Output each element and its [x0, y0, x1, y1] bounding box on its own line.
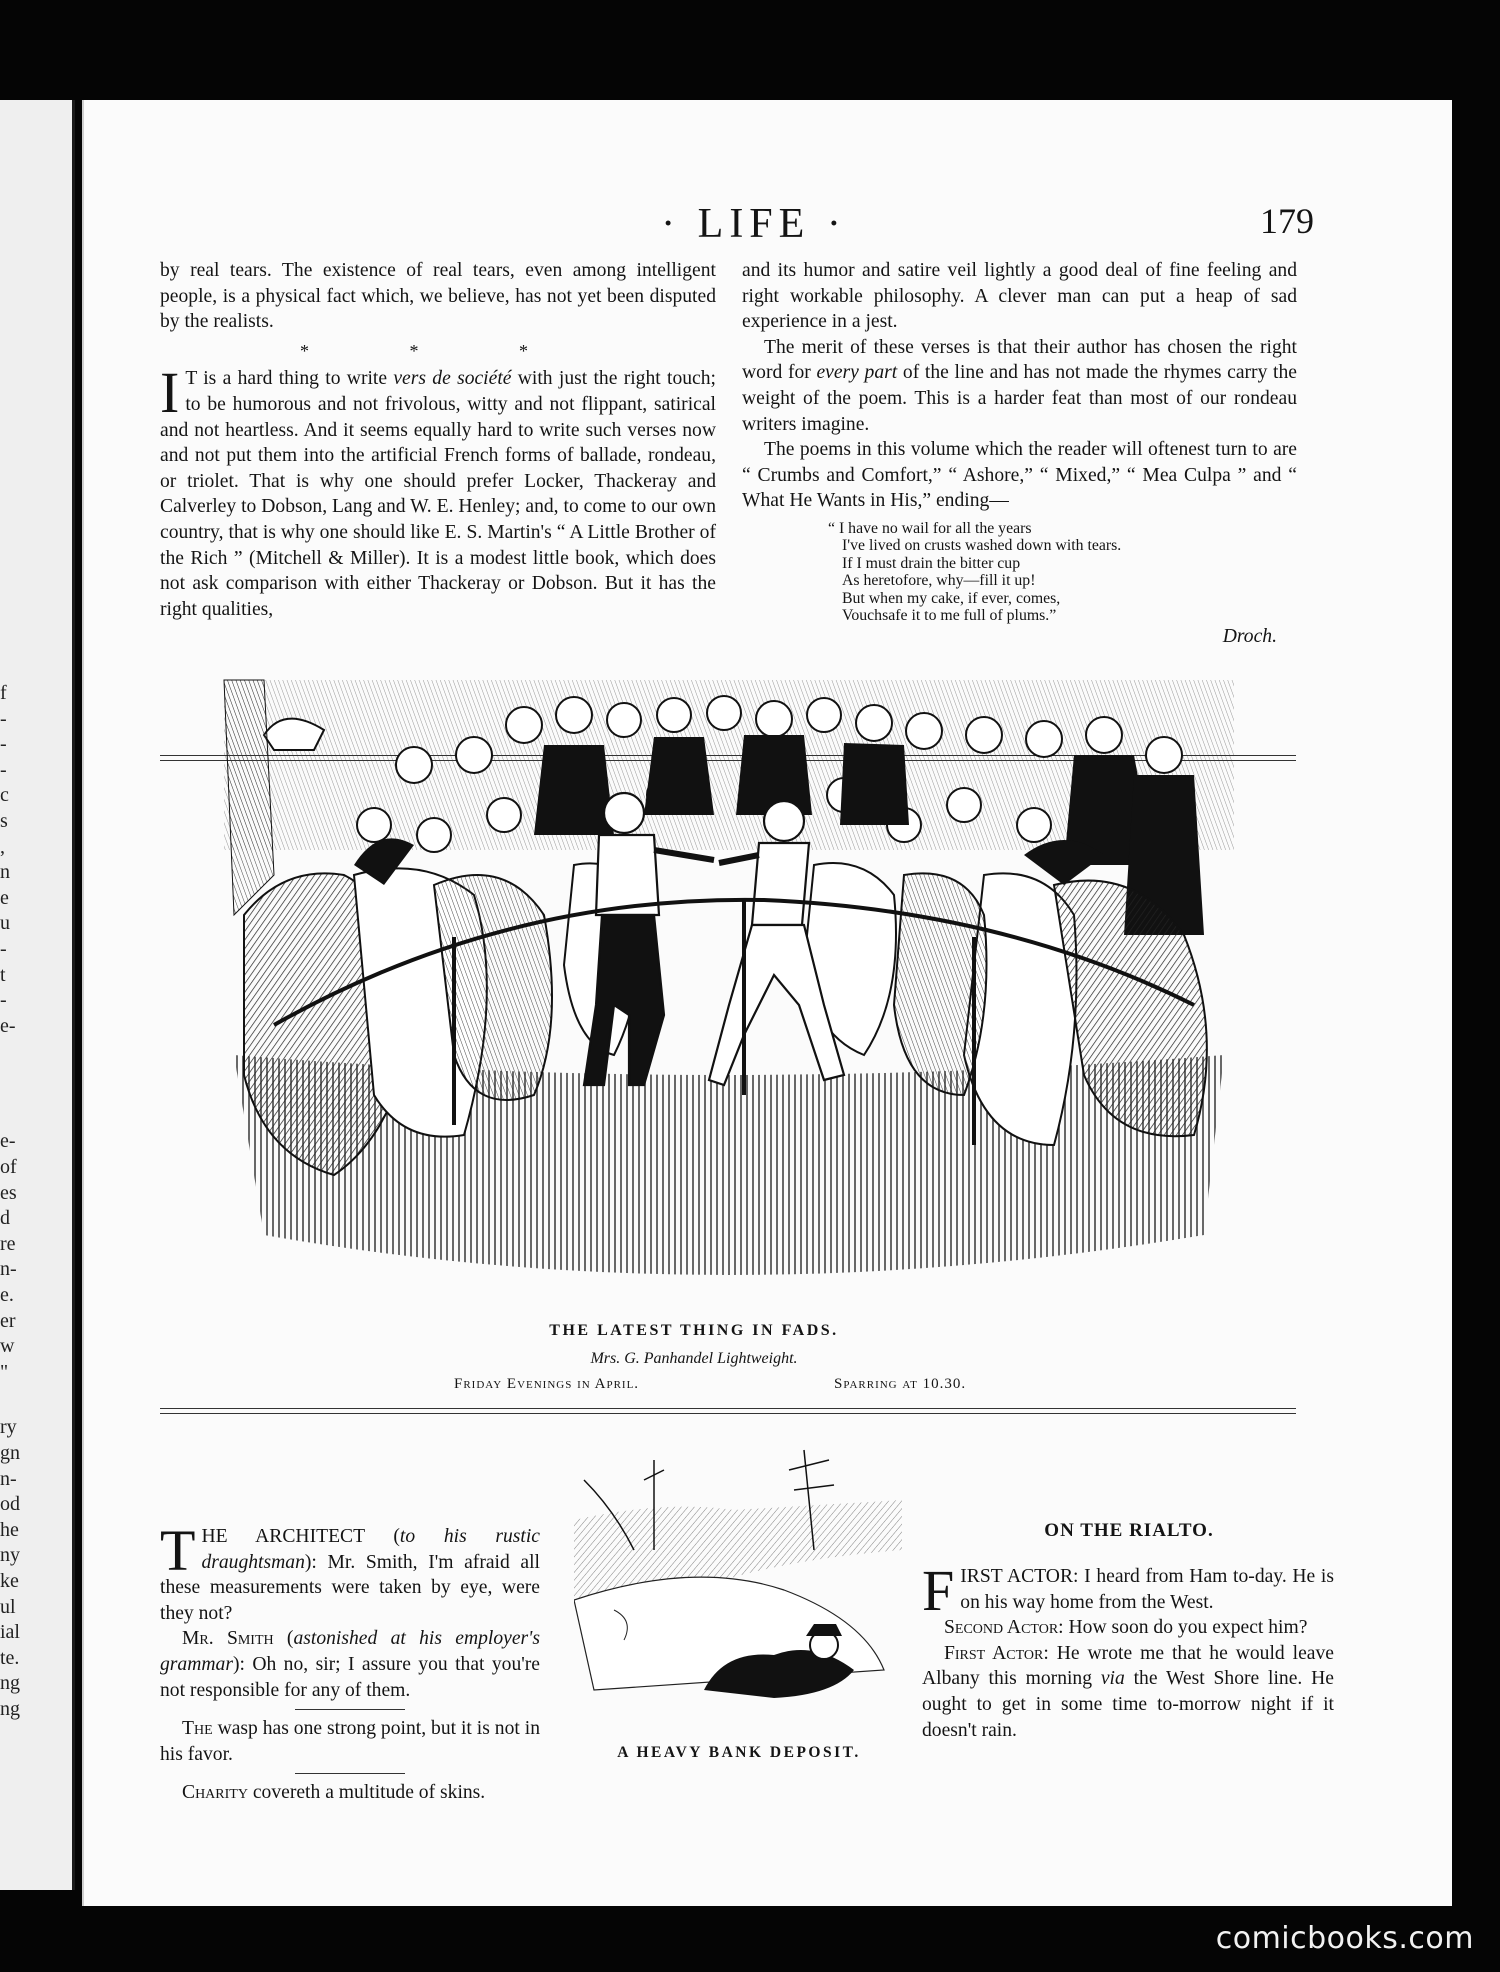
- drop-cap: T: [160, 1518, 196, 1583]
- illustration-caption-sub: Mrs. G. Panhandel Lightweight.: [590, 1350, 798, 1367]
- author-signature: Droch.: [1222, 626, 1277, 648]
- left-page-text-fragment: -: [0, 989, 7, 1012]
- italic-text: astonished at his employer's grammar: [160, 1628, 540, 1675]
- illustration-caption-left: Friday Evenings in April.: [454, 1376, 640, 1392]
- speaker-name: Second Actor:: [944, 1617, 1064, 1639]
- illustration-caption-title: THE LATEST THING IN FADS.: [549, 1322, 839, 1339]
- short-rule: [295, 1773, 405, 1774]
- left-page-text-fragment: he: [0, 1518, 19, 1541]
- poem-line: If I must drain the bitter cup: [842, 554, 1021, 572]
- speaker-name: IRST ACTOR:: [960, 1566, 1079, 1587]
- left-page-text-fragment: ny: [0, 1544, 20, 1567]
- rialto-heading: ON THE RIALTO.: [1044, 1520, 1214, 1541]
- watermark: comicbooks.com: [1215, 1921, 1474, 1956]
- left-page-text-fragment: -: [0, 758, 7, 781]
- text-run: HE ARCHITECT (: [201, 1526, 400, 1547]
- paragraph: [160, 1518, 540, 1626]
- poem-line: “ I have no wail for all the years: [828, 519, 1032, 537]
- text-run: I heard from Ham to-day. He is on his way home from the West.: [960, 1566, 1334, 1613]
- speaker-name: First Actor:: [944, 1642, 1049, 1664]
- text-run: He wrote me that he would leave Albany this morning: [922, 1642, 1334, 1690]
- illustration-caption-right: Sparring at 10.30.: [834, 1376, 967, 1392]
- paragraph: by real tears. The existence of real tears, even among intelligent people, is a physical fact which, we believe, has not yet been disputed by the realists.: [160, 260, 716, 333]
- left-page-text-fragment: ke: [0, 1570, 19, 1592]
- left-page-text-fragment: te.: [0, 1646, 20, 1669]
- text-run: How soon do you expect him?: [1063, 1617, 1308, 1639]
- paragraph: [160, 1780, 540, 1806]
- left-page-text-fragment: ry: [0, 1416, 17, 1439]
- paragraph: [160, 360, 716, 622]
- bank-deposit-caption: A HEAVY BANK DEPOSIT.: [617, 1744, 861, 1761]
- left-page-text-fragment: f: [0, 682, 7, 704]
- jokes-column: [160, 1518, 540, 1806]
- magazine-page: [82, 100, 1452, 1906]
- paragraph: and its humor and satire veil lightly a good deal of fine feeling and right workable philosophy. A clever man can put a heap of sad experience in a jest.: [742, 260, 1297, 333]
- page-number: 179: [1260, 201, 1314, 241]
- left-page-text-fragment: s: [0, 810, 8, 832]
- left-page-text-fragment: -: [0, 938, 7, 960]
- text-run: the West Shore line. He ought to get in some time to-morrow night if it doesn't rain.: [922, 1668, 1334, 1741]
- paragraph: [922, 1558, 1334, 1623]
- left-page-text-fragment: ": [0, 1360, 9, 1383]
- poem-quote: [828, 520, 1297, 624]
- left-page-text-fragment: n-: [0, 1467, 17, 1490]
- left-page-text-fragment: ,: [0, 835, 5, 858]
- left-page-text-fragment: ng: [0, 1672, 20, 1695]
- text-run: : Oh no, sir; I assure you that you're not responsible for any of them.: [160, 1653, 540, 1701]
- poem-line: Vouchsafe it to me full of plums.”: [842, 606, 1057, 624]
- left-page-text-fragment: es: [0, 1181, 17, 1204]
- left-page-text-fragment: od: [0, 1493, 20, 1516]
- italic-text: vers de société: [393, 368, 512, 390]
- poem-line: I've lived on crusts washed down with tears.: [842, 537, 1122, 555]
- drop-cap: F: [922, 1558, 955, 1623]
- paragraph: [160, 1716, 540, 1767]
- paragraph: [922, 1641, 1334, 1743]
- left-page-text-fragment: n: [0, 861, 10, 884]
- paragraph: [742, 335, 1297, 437]
- left-page-text-fragment: e-: [0, 1014, 16, 1037]
- short-rule: [295, 1709, 405, 1710]
- poem-line: As heretofore, why—fill it up!: [842, 572, 1036, 590]
- text-run: covereth a multitude of skins.: [247, 1782, 486, 1804]
- section-separator: * * *: [300, 340, 576, 361]
- left-page-text-fragment: re: [0, 1232, 16, 1255]
- left-page-text-fragment: u: [0, 912, 10, 935]
- divider-rule: [160, 1413, 1296, 1414]
- left-page-text-fragment: of: [0, 1156, 17, 1178]
- left-page-text-fragment: -: [0, 733, 7, 756]
- left-page-text-fragment: ng: [0, 1698, 20, 1720]
- left-page-text-fragment: d: [0, 1207, 10, 1230]
- lead-word: The: [182, 1718, 213, 1740]
- paragraph: The poems in this volume which the reader will oftenest turn to are “ Crumbs and Comfort,” “ Ashore,” “ Mixed,” “ Mea Culpa ” and “ What He Wants in His,” ending—: [742, 439, 1297, 512]
- article-column-left: [160, 258, 716, 622]
- text-run: with just the right touch; to be humorous and not frivolous, witty and not flippant, satirical and not heartless. And it seems equally hard to write such verses now and not put them into the artificial French forms of ballade, rondeau, or triolet. That is why one should prefer Locker, Thackeray and Calverley to Dobson, Lang and W. E. Henley; and, to come to our own country, that is why one should like E. S. Martin's “ A Little Brother of the Rich ” (Mitchell & Miller). It is a modest little book, which does not ask comparison with either Thackeray or Dobson. But it has the right qualities,: [160, 368, 716, 620]
- text-run: T is a hard thing to write: [185, 368, 394, 390]
- lead-word: Charity: [182, 1782, 248, 1804]
- left-page-text-fragment: -: [0, 707, 7, 730]
- italic-text: every part: [816, 362, 898, 384]
- left-page-edge: [0, 100, 75, 1890]
- left-page-text-fragment: c: [0, 784, 9, 807]
- left-page-text-fragment: gn: [0, 1442, 20, 1464]
- italic-text: via: [1100, 1668, 1125, 1690]
- magazine-title: · LIFE ·: [661, 201, 847, 247]
- rialto-column: [922, 1558, 1334, 1743]
- left-page-text-fragment: er: [0, 1309, 16, 1332]
- poem-line: But when my cake, if ever, comes,: [842, 589, 1061, 607]
- bank-deposit-illustration: [574, 1440, 902, 1730]
- left-page-text-fragment: ial: [0, 1621, 20, 1644]
- left-page-text-fragment: e.: [0, 1284, 14, 1306]
- paragraph: Mr. Smith (astonished at his employer's grammar): Oh no, sir; I assure you that you're not responsible for any of them.: [160, 1628, 540, 1701]
- left-page-text-fragment: e: [0, 886, 9, 909]
- left-page-text-fragment: ul: [0, 1595, 16, 1618]
- left-page-text-fragment: n-: [0, 1258, 17, 1281]
- text-run: ): Mr. Smith, I'm afraid all these measurements were taken by eye, were they not?: [160, 1551, 540, 1624]
- speaker-name: Mr. Smith: [182, 1628, 274, 1650]
- boxing-ballroom-illustration: [204, 675, 1254, 1285]
- left-page-text-fragment: e-: [0, 1130, 16, 1153]
- paragraph: [922, 1615, 1334, 1641]
- text-run: wasp has one strong point, but it is not in his favor.: [160, 1718, 540, 1765]
- italic-text: to his rustic draughtsman: [201, 1526, 540, 1573]
- left-page-text-fragment: w: [0, 1335, 15, 1358]
- divider-rule: [160, 1408, 1296, 1409]
- text-run: The merit of these verses is that their author has chosen the right word for: [742, 336, 1297, 384]
- article-column-right: [742, 258, 1297, 650]
- drop-cap: I: [160, 360, 180, 426]
- text-run: of the line and has not made the rhymes carry the weight of the poem. This is a harder feat than most of our rondeau writers imagine.: [742, 362, 1297, 435]
- left-page-text-fragment: t: [0, 963, 6, 986]
